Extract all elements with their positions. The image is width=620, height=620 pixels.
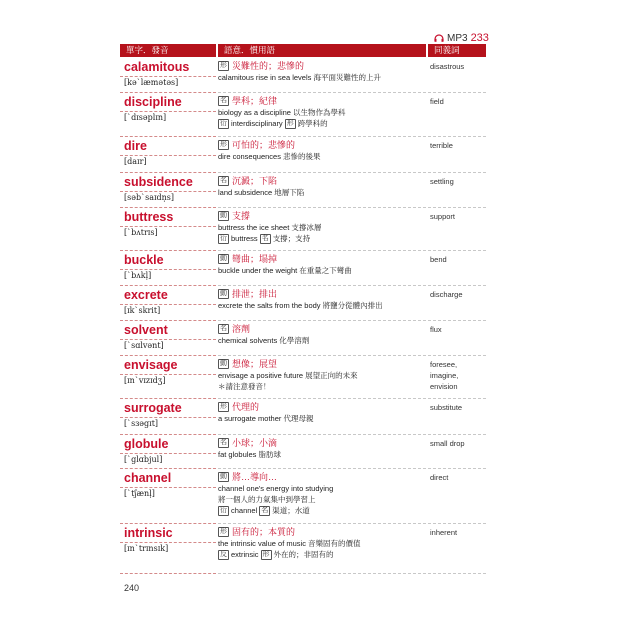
word-divider [120,304,216,305]
entry-synonym: bend [430,255,447,264]
synonym-divider [428,92,486,93]
synonym-divider [428,468,486,469]
entry-pronunciation: [ɪnˋvɪzɪdʒ] [124,376,166,385]
entry-example: biology as a discipline 以生物作為學科 [218,108,346,117]
entry-synonym: support [430,212,456,221]
entry-meaning: 想像；展望 [232,359,278,369]
row-divider [218,573,426,574]
related-word [218,549,426,560]
part-of-speech-badge: 形 [220,528,227,535]
entry-pronunciation: [ˋsɜəgɪt] [124,419,159,428]
entry-example: chemical solvents 化學溶劑 [218,336,310,345]
table-row [120,437,486,469]
entry-synonym: settling [430,177,454,186]
related-type-badge: 反 [220,550,227,558]
entry-synonym: discharge [430,290,463,299]
entry-meaning: 學科；紀律 [232,96,278,106]
entry-pronunciation: [ˋbʌkl̩] [124,271,152,280]
related-pos-badge: 形 [262,550,270,558]
word-divider [120,226,216,227]
related-type-badge: 衍 [220,234,227,242]
row-divider [218,92,426,93]
synonym-divider [428,434,486,435]
entry-example: calamitous rise in sea levels 海平面災難性的上升 [218,73,381,82]
entry-synonym: substitute [430,403,463,412]
entry-word: channel [124,471,172,485]
related-type-badge: 衍 [220,506,227,514]
entry-pronunciation: [ɪkˋskrit] [124,306,161,315]
related-pos-badge: 名 [261,506,269,514]
related-word-meaning: 跨學科的 [297,119,328,128]
entry-definition [218,95,426,129]
entry-synonym: foresee, imagine, envision [430,360,459,391]
entry-example: envisage a positive future 展望正向的未來 [218,371,358,380]
related-pos-badge: 名 [261,234,269,242]
row-divider [218,523,426,524]
entry-word: globule [124,437,169,451]
page-number: 240 [124,583,140,593]
synonym-divider [428,172,486,173]
entry-definition [218,210,426,244]
entry-example: buttress the ice sheet 支撐冰層 [218,223,322,232]
related-word-text: buttress [231,234,258,243]
entry-pronunciation: [ˋtʃænl̩] [124,489,155,498]
entry-meaning: 排泄；排出 [232,289,278,299]
entry-definition [218,175,426,198]
entry-synonym: terrible [430,141,453,150]
entry-example-translation: 將一個人的力氣集中到學習上 [218,495,316,504]
word-row-divider [120,250,216,251]
header-definition: 語意．慣用語 [218,44,426,57]
mp3-label: MP3 [447,32,468,44]
related-word-text: interdisciplinary [231,119,283,128]
row-divider [218,136,426,137]
part-of-speech-badge: 動 [220,290,227,297]
entry-synonym: field [430,97,444,106]
entry-pronunciation: [ˋdɪsəplɪn] [124,113,167,122]
synonym-divider [428,523,486,524]
word-divider [120,269,216,270]
row-divider [218,207,426,208]
related-pos-badge: 形 [286,119,294,127]
word-divider [120,339,216,340]
entry-example: channel one's energy into studying [218,484,334,493]
table-row [120,60,486,93]
word-row-divider [120,355,216,356]
table-row [120,471,486,524]
row-divider [218,468,426,469]
table-row [120,210,486,251]
related-word-meaning: 支撐；支持 [272,234,311,243]
table-row [120,253,486,286]
entry-word: discipline [124,95,182,109]
entry-meaning: 將…導向… [232,472,278,482]
entry-word: buttress [124,210,174,224]
part-of-speech-badge: 形 [220,141,227,148]
row-divider [218,320,426,321]
related-word-meaning: 渠道；水道 [272,506,310,515]
entry-synonym: direct [430,473,449,482]
related-type-badge: 衍 [220,119,227,127]
entry-meaning: 代理的 [232,402,260,412]
part-of-speech-badge: 動 [220,255,227,262]
word-row-divider [120,207,216,208]
headphones-icon [434,34,444,42]
related-word [218,233,426,244]
word-divider [120,76,216,77]
word-divider [120,155,216,156]
synonym-divider [428,250,486,251]
entry-definition [218,401,426,424]
entry-definition [218,526,426,560]
word-row-divider [120,398,216,399]
entry-definition [218,323,426,346]
entry-meaning: 固有的；本質的 [232,527,296,537]
table-row [120,358,486,399]
entry-meaning: 可怕的；悲慘的 [232,140,296,150]
part-of-speech-badge: 名 [220,97,227,104]
entry-synonym: flux [430,325,442,334]
entry-pronunciation: [ˋglɑbjul] [124,455,163,464]
row-divider [218,250,426,251]
entry-pronunciation: [səbˋsaɪdn̩s] [124,193,175,202]
part-of-speech-badge: 形 [220,62,227,69]
row-divider [218,285,426,286]
word-divider [120,374,216,375]
row-divider [218,172,426,173]
entry-example: dire consequences 悲慘的後果 [218,152,321,161]
entry-synonym: small drop [430,439,465,448]
part-of-speech-badge: 動 [220,212,227,219]
entry-example: the intrinsic value of music 音樂固有的價值 [218,539,361,548]
entry-meaning: 彎曲；塌掉 [232,254,278,264]
entry-definition [218,358,426,392]
word-divider [120,111,216,112]
word-divider [120,191,216,192]
related-word-text: extrinsic [231,550,259,559]
entry-example: land subsidence 地層下陷 [218,188,305,197]
entry-meaning: 災難性的；悲慘的 [232,61,305,71]
synonym-divider [428,398,486,399]
synonym-divider [428,320,486,321]
row-divider [218,398,426,399]
entry-word: envisage [124,358,178,372]
table-row [120,323,486,356]
table-row [120,526,486,574]
entry-meaning: 小球；小滴 [232,438,278,448]
header-synonym: 同義詞 [428,44,486,57]
related-word [218,505,426,516]
word-divider [120,453,216,454]
entry-pronunciation: [kəˋlæmətəs] [124,78,179,87]
related-word [218,118,426,129]
entry-word: surrogate [124,401,182,415]
mp3-track-label [434,32,489,44]
entry-word: excrete [124,288,168,302]
entry-meaning: 溶劑 [232,324,251,334]
entry-definition [218,253,426,276]
mp3-number: 233 [470,32,489,44]
entry-definition [218,471,426,516]
entry-pronunciation: [daɪr] [124,157,147,166]
entry-definition [218,437,426,460]
entry-word: dire [124,139,147,153]
word-row-divider [120,172,216,173]
synonym-divider [428,207,486,208]
word-row-divider [120,523,216,524]
entry-example: buckle under the weight 在重量之下彎曲 [218,266,352,275]
entry-definition [218,60,426,83]
entry-word: solvent [124,323,168,337]
word-row-divider [120,320,216,321]
entry-word: subsidence [124,175,193,189]
entry-meaning: 支撐 [232,211,251,221]
word-divider [120,487,216,488]
part-of-speech-badge: 名 [220,177,227,184]
entry-example: excrete the salts from the body 將鹽分從體內排出 [218,301,383,310]
part-of-speech-badge: 名 [220,439,227,446]
related-word-meaning: 外在的；非固有的 [273,550,334,559]
related-word-text: channel [231,506,258,515]
part-of-speech-badge: 形 [220,403,227,410]
table-row [120,288,486,321]
row-divider [218,434,426,435]
table-row [120,401,486,435]
entry-meaning: 沉澱；下陷 [232,176,278,186]
entry-pronunciation: [ɪnˋtrɪnsɪk] [124,544,169,553]
table-row [120,95,486,137]
table-row [120,175,486,208]
word-row-divider [120,573,216,574]
word-row-divider [120,136,216,137]
header-word: 單字．發音 [120,44,216,57]
entry-example: fat globules 脂肪球 [218,450,281,459]
entry-synonym: disastrous [430,62,465,71]
row-divider [218,355,426,356]
entry-pronunciation: [ˋsɑlvənt] [124,341,164,350]
part-of-speech-badge: 動 [220,360,227,367]
word-divider [120,417,216,418]
table-header [120,44,486,57]
entry-word: buckle [124,253,164,267]
word-row-divider [120,92,216,93]
word-row-divider [120,434,216,435]
entry-word: calamitous [124,60,190,74]
entry-definition [218,139,426,162]
part-of-speech-badge: 名 [220,325,227,332]
word-row-divider [120,285,216,286]
table-row [120,139,486,173]
entry-pronunciation-note: ＊請注意發音！ [218,382,271,391]
synonym-divider [428,285,486,286]
entry-pronunciation: [ˋbʌtrɪs] [124,228,158,237]
synonym-divider [428,355,486,356]
word-row-divider [120,468,216,469]
word-divider [120,542,216,543]
synonym-divider [428,136,486,137]
entry-example: a surrogate mother 代理母親 [218,414,314,423]
part-of-speech-badge: 動 [220,473,227,480]
entry-word: intrinsic [124,526,173,540]
entry-definition [218,288,426,311]
entry-synonym: inherent [430,528,458,537]
synonym-divider [428,573,486,574]
